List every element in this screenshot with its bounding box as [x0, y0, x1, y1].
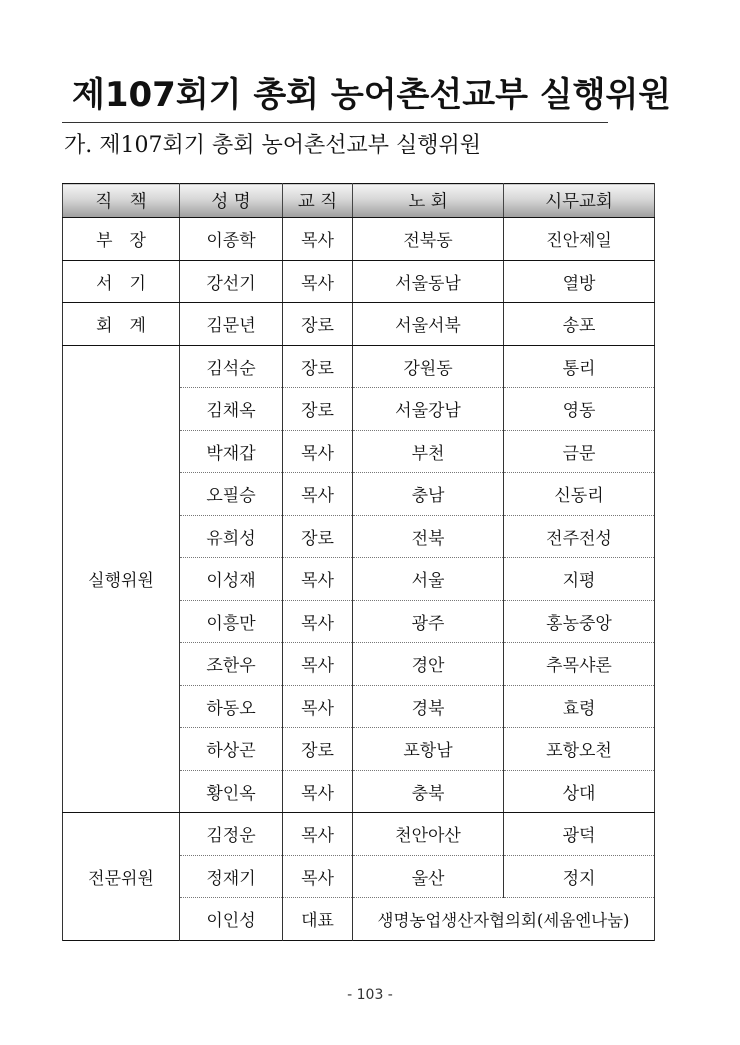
- member-title: 목사: [283, 685, 353, 728]
- member-presbytery: 전북: [353, 515, 504, 558]
- member-church: 금문: [504, 430, 655, 473]
- member-church: 지평: [504, 558, 655, 601]
- table-header: [63, 184, 655, 218]
- member-church: 송포: [504, 303, 655, 346]
- member-name: 하동오: [180, 685, 283, 728]
- member-title: 목사: [283, 558, 353, 601]
- member-church: 추목샤론: [504, 643, 655, 686]
- table-row: [63, 345, 655, 388]
- committee-table: [62, 183, 655, 941]
- member-title: 대표: [283, 898, 353, 941]
- member-presbytery: 강원동: [353, 345, 504, 388]
- member-church: 신동리: [504, 473, 655, 516]
- member-title: 목사: [283, 473, 353, 516]
- member-name: 유희성: [180, 515, 283, 558]
- title-divider: [62, 122, 608, 123]
- member-church: 열방: [504, 260, 655, 303]
- table-row: [63, 303, 655, 346]
- member-name: 하상곤: [180, 728, 283, 771]
- member-name: 이성재: [180, 558, 283, 601]
- member-name: 황인옥: [180, 770, 283, 813]
- member-title: 목사: [283, 218, 353, 261]
- section-subtitle: 가. 제107회기 총회 농어촌선교부 실행위원: [64, 133, 481, 158]
- member-title: 목사: [283, 813, 353, 856]
- role-cell-treasurer: 회 계: [63, 303, 180, 346]
- header-name: 성 명: [180, 184, 283, 218]
- member-presbytery: 광주: [353, 600, 504, 643]
- member-presbytery: 천안아산: [353, 813, 504, 856]
- member-presbytery: 충남: [353, 473, 504, 516]
- member-title: 목사: [283, 600, 353, 643]
- member-name: 오필승: [180, 473, 283, 516]
- member-title: 목사: [283, 260, 353, 303]
- member-affiliation: 생명농업생산자협의회(세움엔나눔): [353, 898, 655, 941]
- member-name: 김석순: [180, 345, 283, 388]
- header-position: 직 책: [63, 184, 180, 218]
- member-name: 정재기: [180, 855, 283, 898]
- member-title: 목사: [283, 770, 353, 813]
- table-row: [63, 813, 655, 856]
- member-title: 목사: [283, 430, 353, 473]
- member-name: 조한우: [180, 643, 283, 686]
- member-church: 진안제일: [504, 218, 655, 261]
- role-cell-specialist: 전문위원: [63, 813, 180, 941]
- member-presbytery: 충북: [353, 770, 504, 813]
- page-number: - 103 -: [347, 987, 393, 1003]
- member-title: 장로: [283, 303, 353, 346]
- member-presbytery: 서울: [353, 558, 504, 601]
- member-church: 홍농중앙: [504, 600, 655, 643]
- member-title: 장로: [283, 345, 353, 388]
- member-name: 김정운: [180, 813, 283, 856]
- member-presbytery: 포항남: [353, 728, 504, 771]
- member-church: 영동: [504, 388, 655, 431]
- member-title: 장로: [283, 515, 353, 558]
- member-church: 효령: [504, 685, 655, 728]
- member-presbytery: 서울동남: [353, 260, 504, 303]
- role-cell-executive: 실행위원: [63, 345, 180, 813]
- table-row: [63, 260, 655, 303]
- role-cell-vice-chair: 부 장: [63, 218, 180, 261]
- member-church: 상대: [504, 770, 655, 813]
- member-presbytery: 서울서북: [353, 303, 504, 346]
- member-church: 통리: [504, 345, 655, 388]
- header-church: 시무교회: [504, 184, 655, 218]
- role-cell-secretary: 서 기: [63, 260, 180, 303]
- table-row: [63, 218, 655, 261]
- member-presbytery: 부천: [353, 430, 504, 473]
- member-presbytery: 전북동: [353, 218, 504, 261]
- member-name: 강선기: [180, 260, 283, 303]
- member-name: 박재갑: [180, 430, 283, 473]
- member-title: 장로: [283, 728, 353, 771]
- member-church: 전주전성: [504, 515, 655, 558]
- member-church: 광덕: [504, 813, 655, 856]
- member-name: 이흥만: [180, 600, 283, 643]
- header-presbytery: 노 회: [353, 184, 504, 218]
- member-church: 정지: [504, 855, 655, 898]
- member-name: 김채옥: [180, 388, 283, 431]
- member-church: 포항오천: [504, 728, 655, 771]
- member-presbytery: 경북: [353, 685, 504, 728]
- member-name: 이종학: [180, 218, 283, 261]
- page-title: 제107회기 총회 농어촌선교부 실행위원: [72, 75, 672, 115]
- member-title: 장로: [283, 388, 353, 431]
- member-name: 김문년: [180, 303, 283, 346]
- header-title: 교 직: [283, 184, 353, 218]
- member-presbytery: 울산: [353, 855, 504, 898]
- member-presbytery: 경안: [353, 643, 504, 686]
- table-body: [63, 218, 655, 941]
- member-title: 목사: [283, 855, 353, 898]
- member-title: 목사: [283, 643, 353, 686]
- header-row: [63, 184, 655, 218]
- member-name: 이인성: [180, 898, 283, 941]
- member-presbytery: 서울강남: [353, 388, 504, 431]
